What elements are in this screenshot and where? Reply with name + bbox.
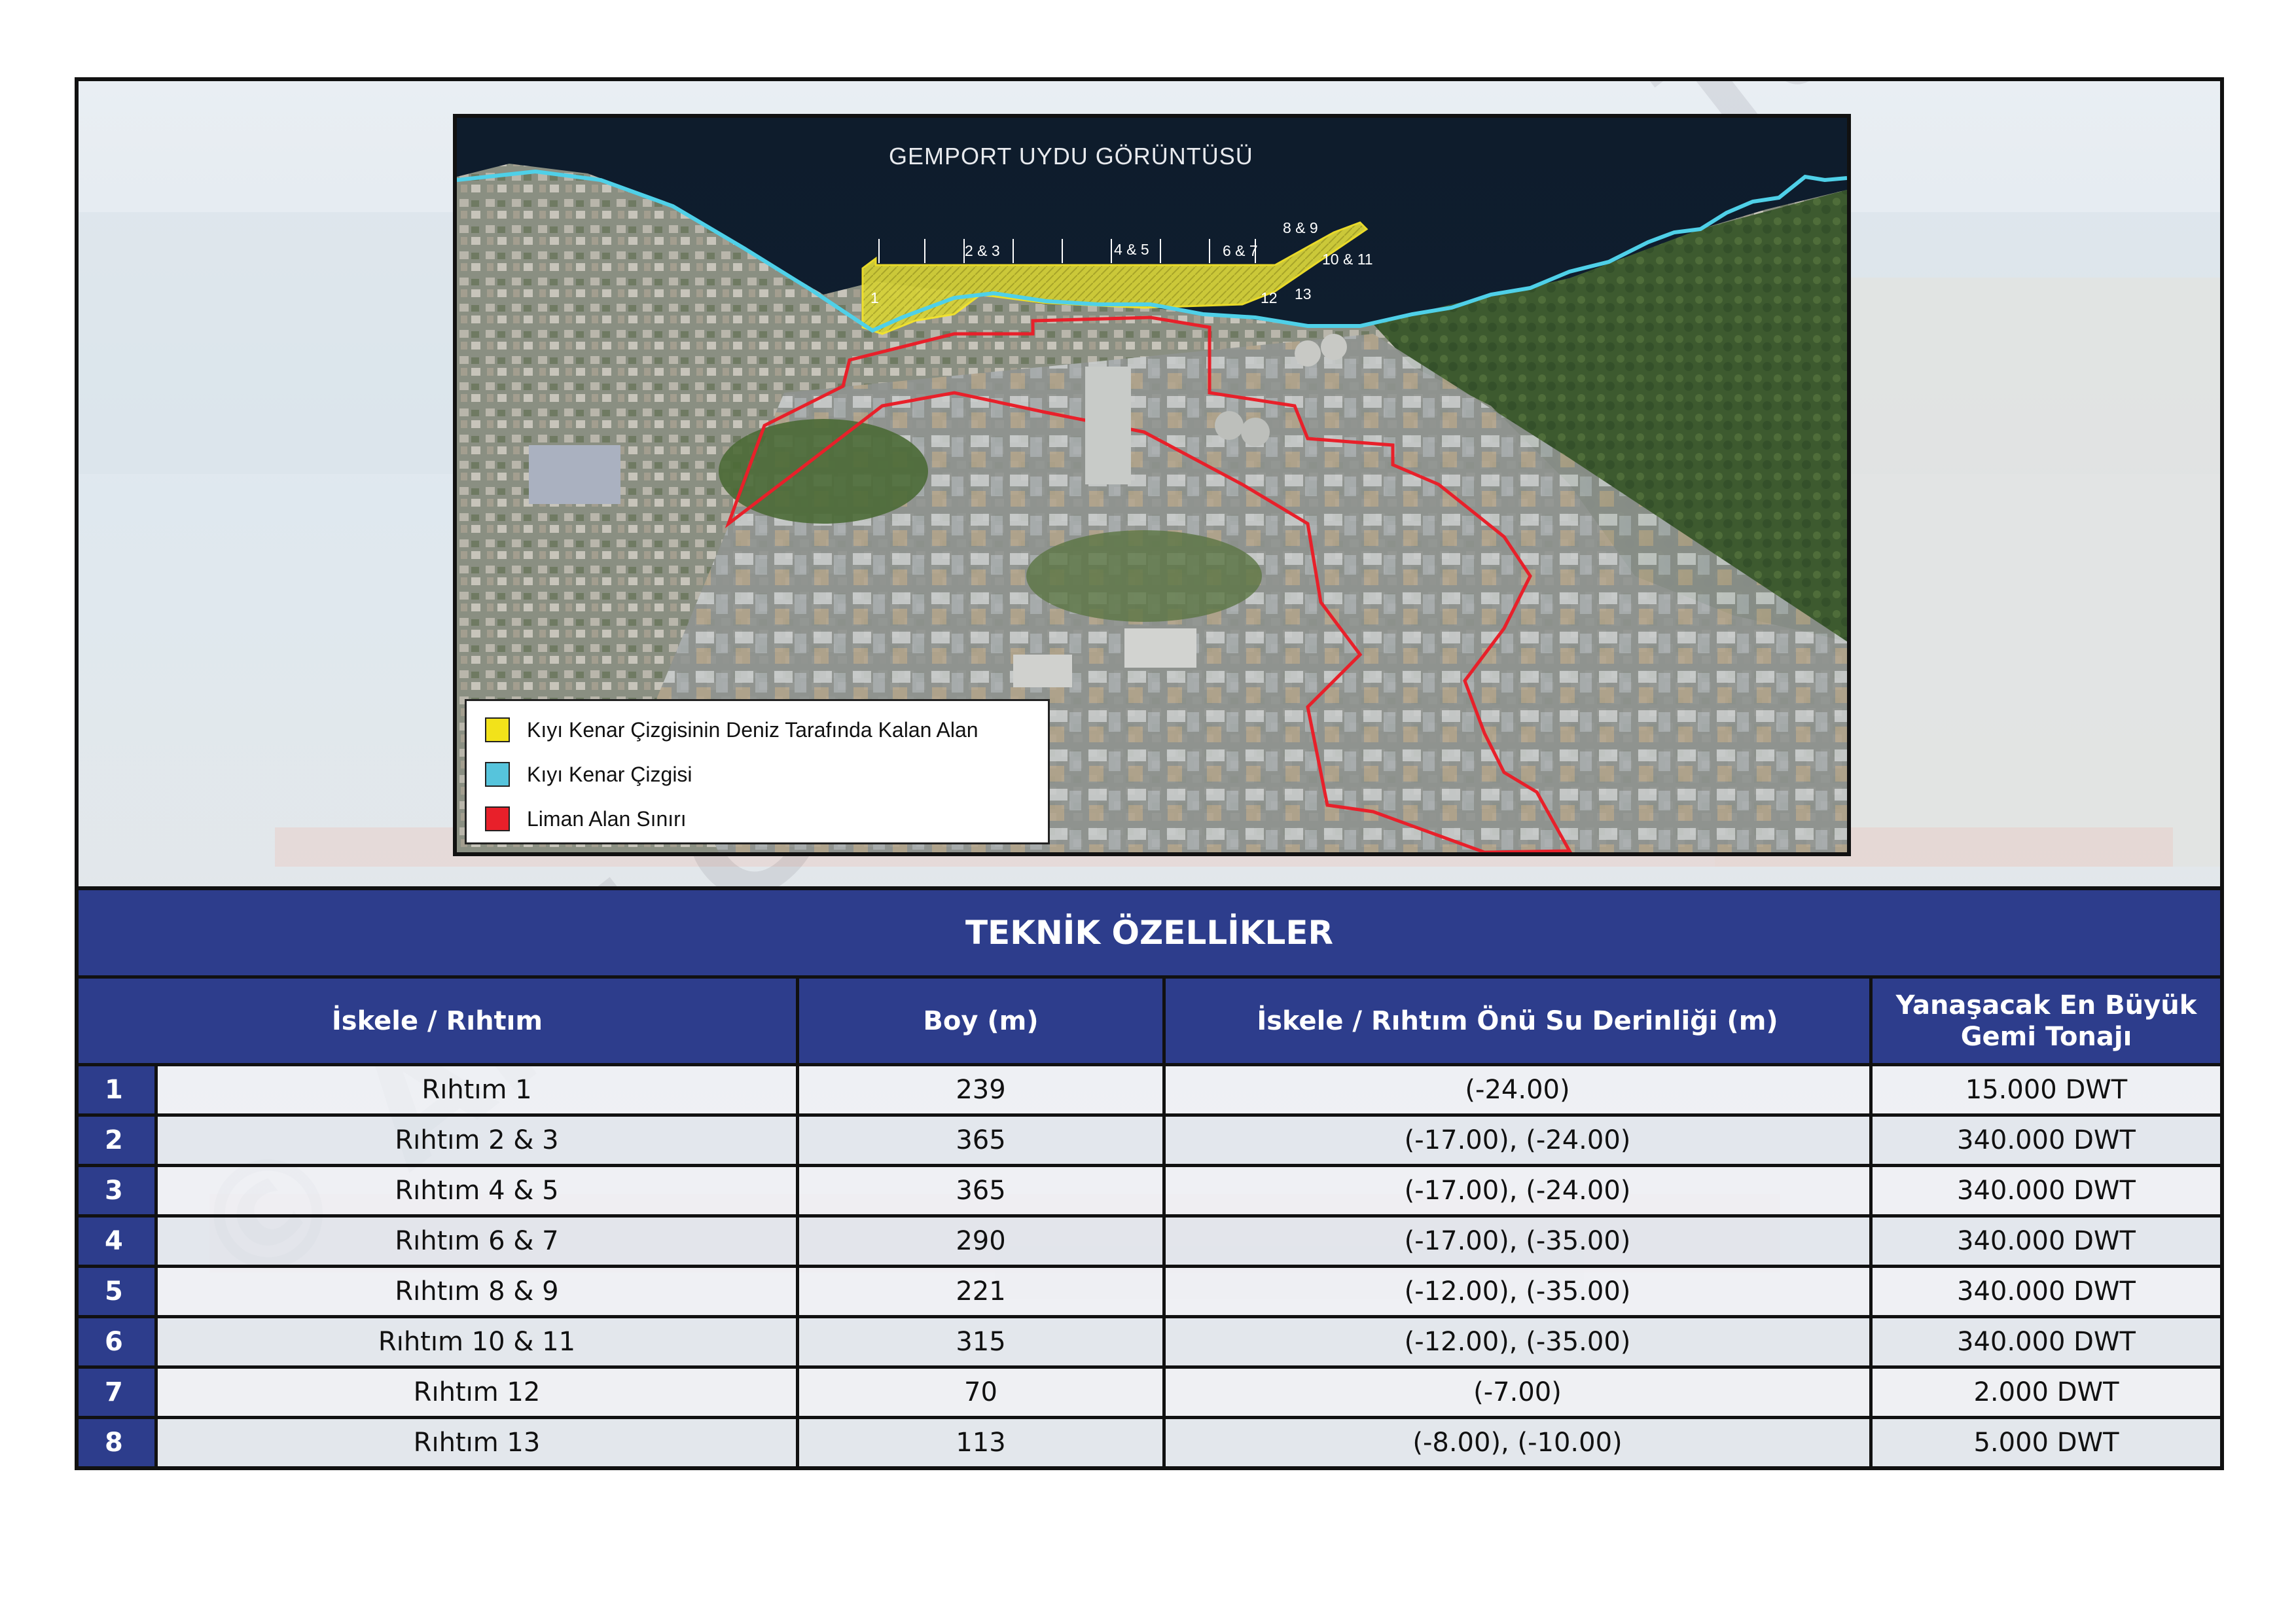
legend-label: Kıyı Kenar Çizgisinin Deniz Tarafında Kalan Alan [527,717,978,742]
header-length: Boy (m) [796,975,1162,1063]
map-title: GEMPORT UYDU GÖRÜNTÜSÜ [889,143,1253,170]
row-number: 3 [79,1164,154,1214]
berth-tonnage: 340.000 DWT [1869,1113,2220,1164]
berth-name: Rıhtım 6 & 7 [154,1214,796,1265]
row-number: 1 [79,1063,154,1113]
table-row [79,1365,2220,1416]
table-row [79,1265,2220,1315]
berth-depth: (-17.00), (-35.00) [1162,1214,1869,1265]
berth-name: Rıhtım 2 & 3 [154,1113,796,1164]
berth-length: 70 [796,1365,1162,1416]
berth-tonnage: 340.000 DWT [1869,1214,2220,1265]
table-title: TEKNİK ÖZELLİKLER [79,886,2220,975]
legend-swatch-cyan [485,762,510,787]
header-tonnage: Yanaşacak En Büyük Gemi Tonajı [1869,975,2220,1063]
legend-swatch-red [485,806,510,831]
legend-item [485,806,687,832]
berth-depth: (-17.00), (-24.00) [1162,1113,1869,1164]
legend-item [485,761,692,787]
legend-item [485,717,978,743]
table-row [79,1315,2220,1365]
berth-tonnage: 5.000 DWT [1869,1416,2220,1466]
table-row [79,1113,2220,1164]
berth-label: 4 & 5 [1114,241,1149,258]
legend-label: Liman Alan Sınırı [527,806,687,831]
berth-length: 365 [796,1113,1162,1164]
legend-label: Kıyı Kenar Çizgisi [527,762,692,786]
berth-depth: (-12.00), (-35.00) [1162,1265,1869,1315]
berth-tonnage: 2.000 DWT [1869,1365,2220,1416]
row-number: 4 [79,1214,154,1265]
row-number: 8 [79,1416,154,1466]
berth-length: 221 [796,1265,1162,1315]
berth-length: 365 [796,1164,1162,1214]
berth-label: 10 & 11 [1322,251,1373,268]
row-number: 6 [79,1315,154,1365]
berth-label: 2 & 3 [965,242,1000,259]
row-number: 5 [79,1265,154,1315]
berth-label: 13 [1295,285,1312,302]
header-berth: İskele / Rıhtım [79,975,796,1063]
berth-depth: (-12.00), (-35.00) [1162,1315,1869,1365]
berth-tonnage: 340.000 DWT [1869,1164,2220,1214]
berth-tonnage: 15.000 DWT [1869,1063,2220,1113]
table-row [79,1214,2220,1265]
berth-label: 6 & 7 [1223,242,1258,259]
berth-length: 290 [796,1214,1162,1265]
berth-depth: (-7.00) [1162,1365,1869,1416]
row-number: 2 [79,1113,154,1164]
berth-name: Rıhtım 13 [154,1416,796,1466]
berth-label: 8 & 9 [1283,219,1318,236]
berth-depth: (-24.00) [1162,1063,1869,1113]
table-row [79,1416,2220,1466]
berth-name: Rıhtım 8 & 9 [154,1265,796,1315]
berth-depth: (-17.00), (-24.00) [1162,1164,1869,1214]
berth-label: 1 [870,289,879,306]
berth-name: Rıhtım 12 [154,1365,796,1416]
berth-length: 239 [796,1063,1162,1113]
table-row [79,1164,2220,1214]
berth-name: Rıhtım 1 [154,1063,796,1113]
berth-depth: (-8.00), (-10.00) [1162,1416,1869,1466]
berth-length: 315 [796,1315,1162,1365]
berth-length: 113 [796,1416,1162,1466]
berth-tonnage: 340.000 DWT [1869,1315,2220,1365]
berth-name: Rıhtım 4 & 5 [154,1164,796,1214]
map-legend [465,699,1050,844]
berth-name: Rıhtım 10 & 11 [154,1315,796,1365]
row-number: 7 [79,1365,154,1416]
satellite-map [453,114,1851,856]
table-row [79,1063,2220,1113]
page-frame [75,77,2224,1470]
berth-label: 12 [1261,289,1278,306]
header-depth: İskele / Rıhtım Önü Su Derinliği (m) [1162,975,1869,1063]
legend-swatch-yellow [485,717,510,742]
berth-tonnage: 340.000 DWT [1869,1265,2220,1315]
